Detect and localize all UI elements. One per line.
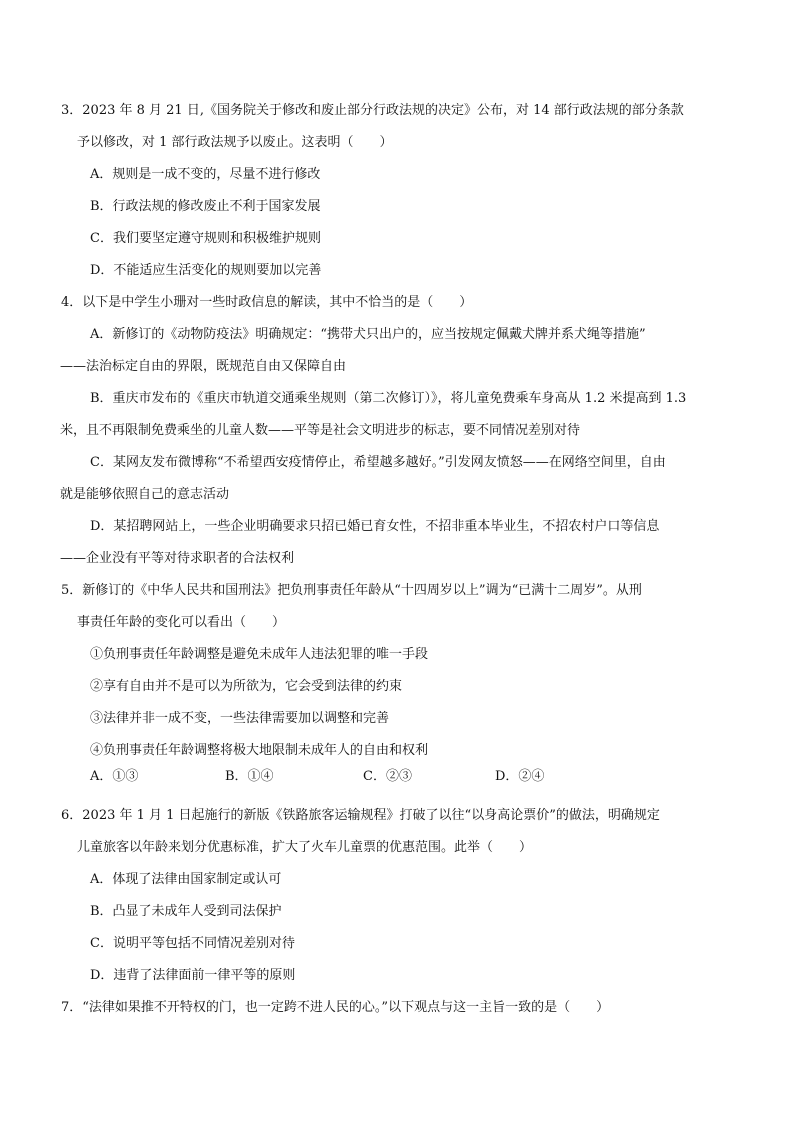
question-4-option-c-line-2: 就是能够依照自己的意志活动	[60, 487, 230, 502]
question-5-stem-line-1: 5．新修订的《中华人民共和国刑法》把负刑事责任年龄从“十四周岁以上”调为“已满十二周岁”。从刑	[61, 583, 642, 598]
question-5-choice-a: A．①③	[90, 769, 139, 784]
question-4-stem-line-1: 4．以下是中学生小珊对一些时政信息的解读，其中不恰当的是（ ）	[61, 295, 473, 310]
question-6-option-b: B．凸显了未成年人受到司法保护	[90, 904, 282, 919]
question-4-option-d-line-2: ——企业没有平等对待求职者的合法权利	[60, 551, 295, 566]
question-6-stem-line-1: 6．2023 年 1 月 1 日起施行的新版《铁路旅客运输规程》打破了以往“以身高论票价”的做法，明确规定	[61, 808, 660, 823]
question-3-stem-line-1: 3．2023 年 8 月 21 日,《国务院关于修改和废止部分行政法规的决定》公布，对 14 部行政法规的部分条款	[61, 103, 684, 118]
question-4-option-c-line-1: C．某网友发布微博称“不希望西安疫情停止，希望越多越好。”引发网友愤怒——在网络空间里，自由	[90, 455, 666, 470]
question-4-option-b-line-1: B．重庆市发布的《重庆市轨道交通乘坐规则（第二次修订）》，将儿童免费乘车身高从 1.2 米提高到 1.3	[90, 391, 687, 406]
question-6-option-a: A．体现了法律由国家制定或认可	[90, 872, 282, 887]
question-5-stem-line-2: 事责任年龄的变化可以看出（ ）	[77, 615, 286, 630]
question-6-option-c: C．说明平等包括不同情况差别对待	[90, 936, 295, 951]
question-3-option-d: D．不能适应生活变化的规则要加以完善	[90, 263, 322, 278]
question-3-stem-line-2: 予以修改，对 1 部行政法规予以废止。这表明（ ）	[77, 135, 393, 150]
question-4-option-b-line-2: 米，且不再限制免费乘坐的儿童人数——平等是社会文明进步的标志，要不同情况差别对待	[60, 423, 581, 438]
question-4-option-d-line-1: D．某招聘网站上，一些企业明确要求只招已婚已育女性，不招非重本毕业生，不招农村户口等信息	[90, 519, 660, 534]
question-6-option-d: D．违背了法律面前一律平等的原则	[90, 968, 296, 983]
question-6-stem-line-2: 儿童旅客以年龄来划分优惠标准，扩大了火车儿童票的优惠范围。此举（ ）	[77, 840, 533, 855]
question-5-statement-2: ②享有自由并不是可以为所欲为，它会受到法律的约束	[90, 679, 403, 694]
question-5-statement-4: ④负刑事责任年龄调整将极大地限制未成年人的自由和权利	[90, 743, 429, 758]
question-5-statement-1: ①负刑事责任年龄调整是避免未成年人违法犯罪的唯一手段	[90, 647, 429, 662]
question-4-option-a-line-2: ——法治标定自由的界限，既规范自由又保障自由	[60, 359, 347, 374]
question-3-option-b: B．行政法规的修改废止不利于国家发展	[90, 199, 321, 214]
question-3-option-a: A．规则是一成不变的，尽量不进行修改	[90, 167, 321, 182]
question-7-stem-line-1: 7．“法律如果推不开特权的门，也一定跨不进人民的心。”以下观点与这一主旨一致的是（ ）	[61, 1000, 610, 1015]
question-3-option-c: C．我们要坚定遵守规则和积极维护规则	[90, 231, 321, 246]
question-5-statement-3: ③法律并非一成不变，一些法律需要加以调整和完善	[90, 711, 390, 726]
question-5-choice-c: C．②③	[363, 769, 412, 784]
question-5-choice-d: D．②④	[495, 769, 545, 784]
question-5-choice-b: B．①④	[225, 769, 274, 784]
question-4-option-a-line-1: A．新修订的《动物防疫法》明确规定：“携带犬只出户的，应当按规定佩戴犬牌并系犬绳等措施”	[90, 327, 646, 342]
